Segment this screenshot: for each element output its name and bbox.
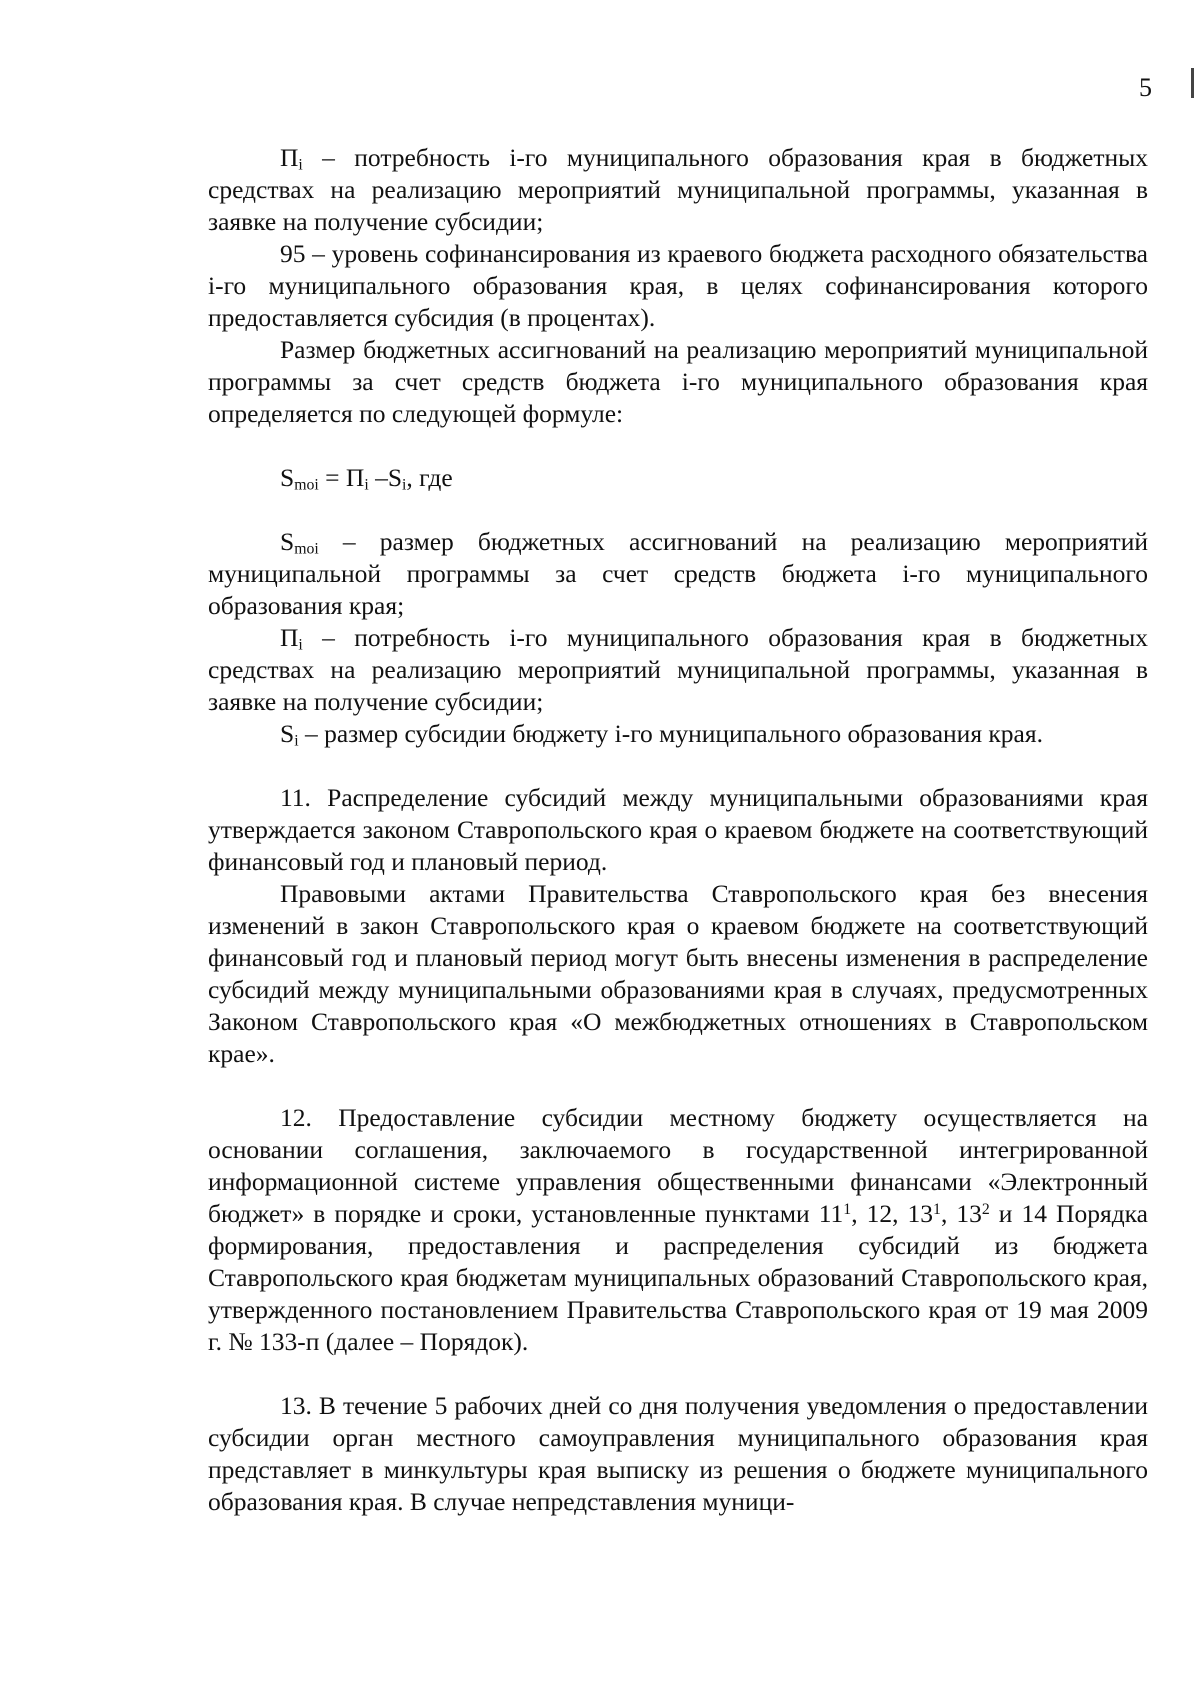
paragraph-pi-definition-2 (208, 622, 1148, 718)
formula-s-sub: moi (294, 476, 319, 494)
definition-text: – размер бюджетных ассигнований на реализацию мероприятий муниципальной программы за счет средств бюджета i-го муниципального образования края; (208, 527, 1148, 620)
paragraph-smoi-definition (208, 526, 1148, 622)
spacer (208, 494, 1148, 526)
page-number: 5 (1139, 73, 1152, 102)
spacer (208, 1070, 1148, 1102)
paragraph-pi-definition (208, 142, 1148, 238)
p12-text-1: 12. Предоставление субсидии местному бюджету осуществляется на основании соглашения, заключаемого в государственной интегрированной информационной системе управления общественными финансами «Электронный бюджет» в порядке и сроки, установленные пунктами 11 (208, 1103, 1148, 1228)
p12-text-4: и 14 Порядка формирования, предоставления и распределения субсидий из бюджета Ставропольского края бюджетам муниципальных образований Ставропольского края, утвержденного постановлением Правительства Ставропольского края от 19 мая 2009 г. № 133-п (далее – Порядок). (208, 1199, 1148, 1356)
symbol-s: S (280, 719, 295, 748)
formula-p-sub: i (364, 476, 369, 494)
spacer (208, 1358, 1148, 1390)
definition-text: – размер субсидии бюджету i-го муниципального образования края. (298, 719, 1043, 748)
p12-sup-2: 1 (933, 1201, 941, 1219)
p12-text-2: , 12, 13 (851, 1199, 934, 1228)
paragraph-13: 13. В течение 5 рабочих дней со дня получения уведомления о предоставлении субсидии орган местного самоуправления муниципального образования края представляет в минкультуры края выписку из решения о бюджете муниципального образования края. В случае непредставления муници- (208, 1391, 1148, 1516)
formula (280, 462, 1148, 494)
spacer (208, 750, 1148, 782)
spacer (208, 430, 1148, 462)
formula-si-sub: i (402, 476, 407, 494)
subscript-i: i (298, 156, 303, 174)
symbol-p: П (280, 623, 299, 652)
paragraph-12 (208, 1102, 1148, 1358)
paragraph-11: 11. Распределение субсидий между муниципальными образованиями края утверждается законом Ставропольского края о краевом бюджете на соответствующий финансовый год и плановый период. (208, 783, 1148, 876)
formula-si: –S (368, 463, 403, 492)
subscript-i: i (298, 636, 303, 654)
paragraph-formula-intro: Размер бюджетных ассигнований на реализацию мероприятий муниципальной программы за счет средств бюджета i-го муниципального образования края определяется по следующей формуле: (208, 335, 1148, 428)
formula-s: S (280, 463, 295, 492)
scan-edge-mark (1191, 68, 1194, 98)
formula-p: = П (318, 463, 365, 492)
p12-text-3: , 13 (940, 1199, 982, 1228)
subscript-moi: moi (294, 540, 319, 558)
symbol-p: П (280, 143, 299, 172)
definition-text: – потребность i-го муниципального образования края в бюджетных средствах на реализацию мероприятий муниципальной программы, указанная в заявке на получение субсидии; (208, 143, 1148, 236)
document-body (208, 142, 1148, 1518)
definition-text: – потребность i-го муниципального образования края в бюджетных средствах на реализацию мероприятий муниципальной программы, указанная в заявке на получение субсидии; (208, 623, 1148, 716)
p12-sup-3: 2 (981, 1201, 990, 1219)
paragraph-si-definition (208, 718, 1148, 750)
symbol-s: S (280, 527, 295, 556)
paragraph-cofinancing-level: 95 – уровень софинансирования из краевого бюджета расходного обязательства i-го муниципального образования края, в целях софинансирования которого предоставляется субсидия (в процентах). (208, 239, 1148, 332)
subscript-i: i (294, 732, 299, 750)
paragraph-11-continued: Правовыми актами Правительства Ставропольского края без внесения изменений в закон Ставропольского края о краевом бюджете на соответствующий финансовый год и плановый период могут быть внесены изменения в распределение субсидий между муниципальными образованиями края в случаях, предусмотренных Законом Ставропольского края «О межбюджетных отношениях в Ставропольском крае». (208, 879, 1148, 1068)
p12-sup-1: 1 (843, 1201, 852, 1219)
formula-where: , где (406, 463, 453, 492)
